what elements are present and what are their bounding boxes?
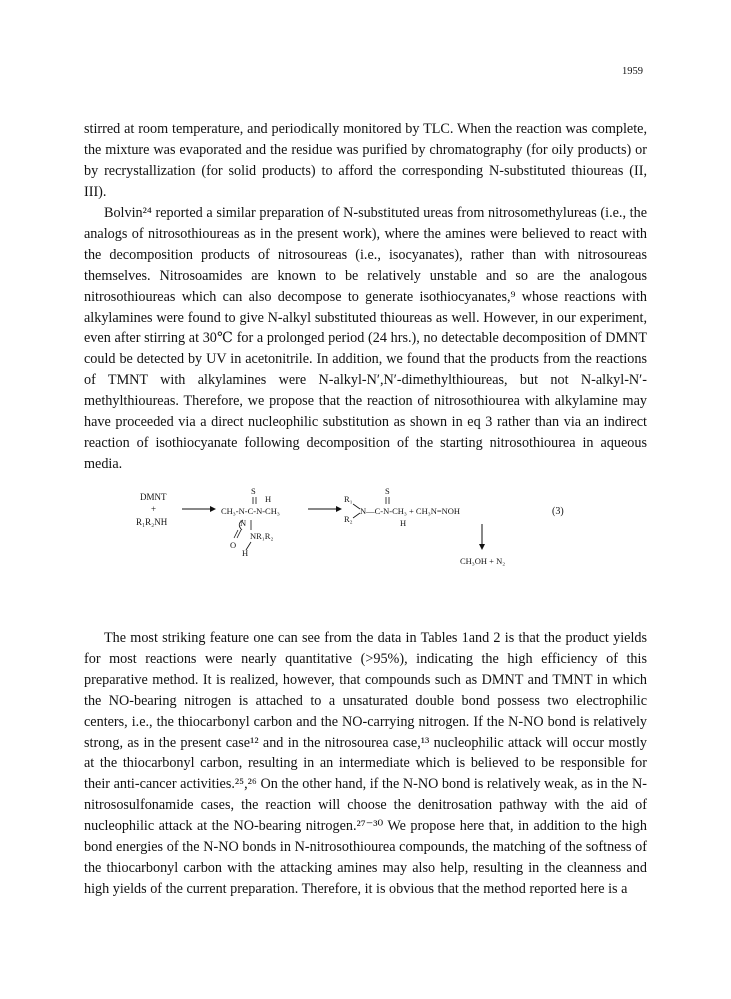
product-h: H	[400, 518, 407, 528]
equation-number: (3)	[552, 506, 564, 517]
reaction-scheme-eq3	[130, 464, 610, 584]
intermediate-sulfur: S	[251, 486, 256, 496]
paragraph-1: stirred at room temperature, and periodically monitored by TLC. When the reaction was complete, the mixture was evaporated and the residue was purified by chromatography (for oily products) or by recrystallization (for solid products) to afford the corresponding N-substituted thioureas (II, III).	[84, 121, 647, 200]
paragraph-2: Bolvin²⁴ reported a similar preparation of N-substituted ureas from nitrosomethylureas (i.e., the analogs of nitrosothioureas as in the present work), where the amines were believed to react with the decomposition products of nitrosoureas (i.e., isocyanates), rather than with nitrosoureas themselves. Nitrosoamides are known to be relatively unstable and so are the analogous nitrosothioureas which can also decompose to generate isothiocyanates,⁹ whose reactions with alkylamines were found to give N-alkyl substituted thioureas as well. However, in our experiment, even after stirring at 30℃ for a prolonged period (24 hrs.), no detectable decomposition of DMNT could be detected by UV in acetonitrile. In addition, we found that the products from the reactions of TMNT with alkylamines were N-alkyl-N′,N′-dimethylthioureas, but not N-alkyl-N′-methylthioureas. Therefore, we propose that the reaction of nitrosothiourea with alkylamine may have proceeded via a direct nucleophilic substitution as shown in eq 3 rather than via an indirect reaction of isothiocyanate following decomposition of the starting nitrosothiourea in aqueous media.	[84, 205, 647, 472]
product-sulfur: S	[385, 486, 390, 496]
intermediate-nr1r2: NR₁R₂	[250, 531, 274, 541]
reaction-arrow-1-head	[210, 506, 216, 512]
page-number: 1959	[622, 66, 643, 77]
product-r2-bond	[353, 513, 360, 518]
reactant-dmnt: DMNT	[140, 492, 167, 502]
product-backbone: N—C-N-CH₃ + CH₃N=NOH	[360, 506, 461, 516]
intermediate-h2: H	[242, 548, 249, 558]
reactant-amine: R₁R₂NH	[136, 517, 168, 527]
reaction-arrow-2-head	[336, 506, 342, 512]
intermediate-h: H	[265, 494, 272, 504]
intermediate-backbone: CH₃-N-C-N-CH₃	[221, 506, 280, 516]
product-r1: R₁	[344, 494, 353, 504]
product-r2: R₂	[344, 514, 353, 524]
byproduct-arrow-head	[479, 544, 485, 550]
byproduct-methanol-nitrogen: CH₃OH + N₂	[460, 556, 506, 566]
intermediate-oxygen: O	[230, 540, 237, 550]
product-r1-bond	[353, 504, 360, 509]
reactant-plus: +	[151, 504, 157, 514]
paragraph-3: The most striking feature one can see from the data in Tables 1and 2 is that the product yields for most reactions were nearly quantitative (>95%), indicating the high efficiency of this preparative method. It is realized, however, that compounds such as DMNT and TMNT in which the NO-bearing nitrogen is attached to a unsaturated double bond possess two electrophilic centers, i.e., the thiocarbonyl carbon and the NO-carrying nitrogen. If the N-NO bond is relatively strong, as in the present case¹² and in the nitrosourea case,¹³ nucleophilic attack will occur mostly at the thiocarbonyl carbon, resulting in an intermediate which is believed to be responsible for their anti-cancer activities.²⁵,²⁶ On the other hand, if the N-NO bond is relatively weak, as in the N-nitrososulfonamide cases, the reaction will choose the denitrosation pathway with the aid of nucleophilic attack at the NO-bearing nitrogen.²⁷⁻³⁰ We propose here that, in addition to the high bond energies of the N-NO bonds in N-nitrosothiourea compounds, the matching of the softness of the thiocarbonyl carbon with the attacking amines may also help, resulting in the cleanness and high yields of the current preparation. Therefore, it is obvious that the method reported here is a	[84, 630, 647, 897]
intermediate-nitrogen: N	[240, 518, 247, 528]
